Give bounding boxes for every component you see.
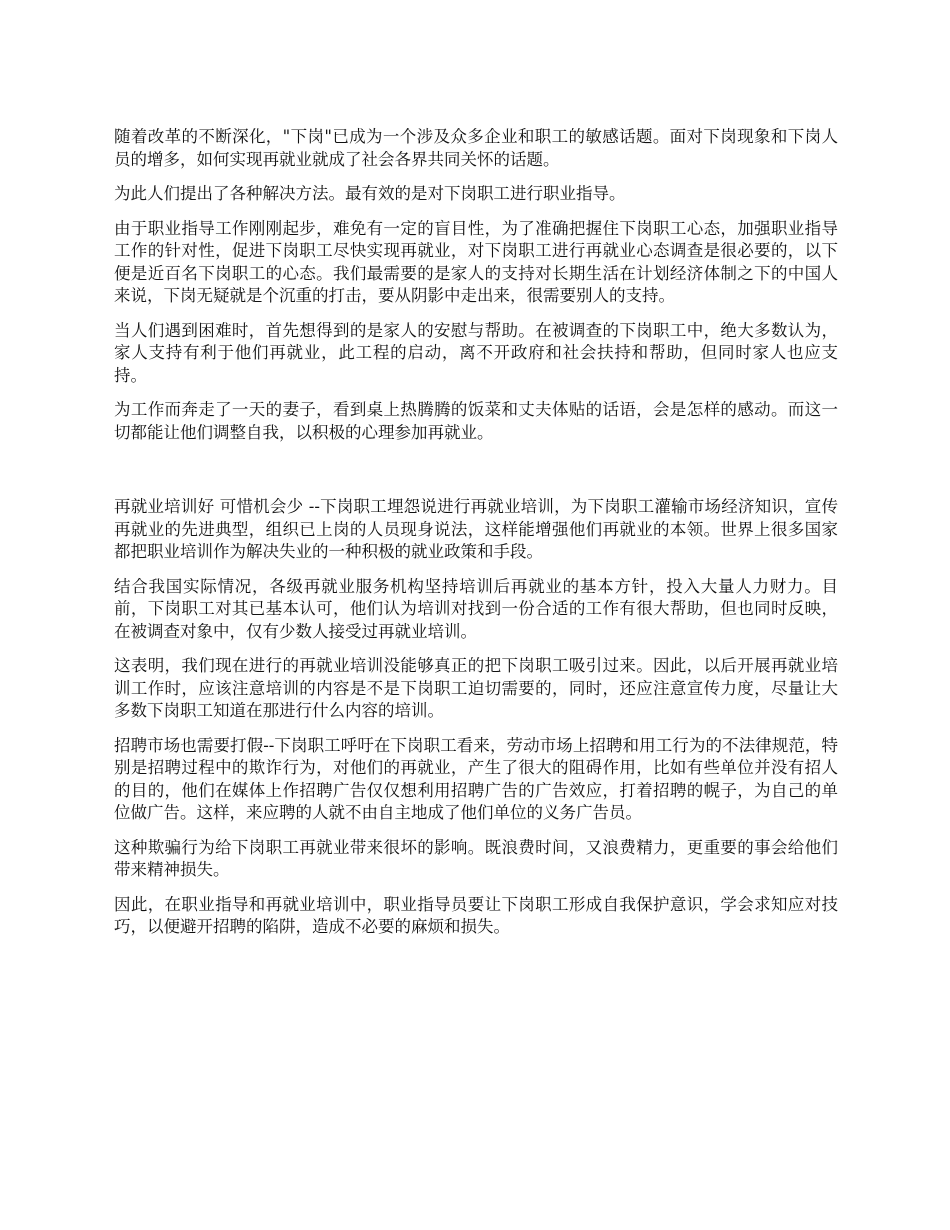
paragraph: 招聘市场也需要打假--下岗职工呼吁在下岗职工看来，劳动市场上招聘和用工行为的不法律规范，特别是招聘过程中的欺诈行为，对他们的再就业，产生了很大的阻碍作用，比如有些单位并没有招人的目的，他们在媒体上作招聘广告仅仅想利用招聘广告的广告效应，打着招聘的幌子，为自己的单位做广告。这样，来应聘的人就不由自主地成了他们单位的义务广告员。 [114,735,838,822]
document-page [114,126,838,951]
paragraph: 结合我国实际情况，各级再就业服务机构坚持培训后再就业的基本方针，投入大量人力财力。目前，下岗职工对其已基本认可，他们认为培训对找到一份合适的工作有很大帮助，但也同时反映，在被调查对象中，仅有少数人接受过再就业培训。 [114,576,838,641]
paragraph: 由于职业指导工作刚刚起步，难免有一定的盲目性，为了准确把握住下岗职工心态，加强职业指导工作的针对性，促进下岗职工尽快实现再就业，对下岗职工进行再就业心态调查是很必要的，以下便是近百名下岗职工的心态。我们最需要的是家人的支持对长期生活在计划经济体制之下的中国人来说，下岗无疑就是个沉重的打击，要从阴影中走出来，很需要别人的支持。 [114,218,838,305]
paragraph: 再就业培训好 可惜机会少 --下岗职工埋怨说进行再就业培训，为下岗职工灌输市场经济知识，宣传再就业的先进典型，组织已上岗的人员现身说法，这样能增强他们再就业的本领。世界上很多国家都把职业培训作为解决失业的一种积极的就业政策和手段。 [114,497,838,561]
paragraph: 当人们遇到困难时，首先想得到的是家人的安慰与帮助。在被调查的下岗职工中，绝大多数认为，家人支持有利于他们再就业，此工程的启动，离不开政府和社会扶持和帮助，但同时家人也应支持。 [114,320,838,385]
paragraph: 为工作而奔走了一天的妻子，看到桌上热腾腾的饭菜和丈夫体贴的话语，会是怎样的感动。而这一切都能让他们调整自我，以积极的心理参加再就业。 [114,400,838,442]
paragraph: 因此，在职业指导和再就业培训中，职业指导员要让下岗职工形成自我保护意识，学会求知应对技巧，以便避开招聘的陷阱，造成不必要的麻烦和损失。 [114,894,838,936]
paragraph: 随着改革的不断深化，"下岗"已成为一个涉及众多企业和职工的敏感话题。面对下岗现象和下岗人员的增多，如何实现再就业就成了社会各界共同关怀的话题。 [114,127,838,169]
paragraph: 为此人们提出了各种解决方法。最有效的是对下岗职工进行职业指导。 [114,184,626,203]
paragraph: 这种欺骗行为给下岗职工再就业带来很坏的影响。既浪费时间，又浪费精力，更重要的事会给他们带来精神损失。 [114,837,838,879]
section-spacer [114,456,838,496]
paragraph: 这表明，我们现在进行的再就业培训没能够真正的把下岗职工吸引过来。因此，以后开展再就业培训工作时，应该注意培训的内容是不是下岗职工迫切需要的，同时，还应注意宣传力度，尽量让大多数下岗职工知道在那进行什么内容的培训。 [114,656,838,720]
